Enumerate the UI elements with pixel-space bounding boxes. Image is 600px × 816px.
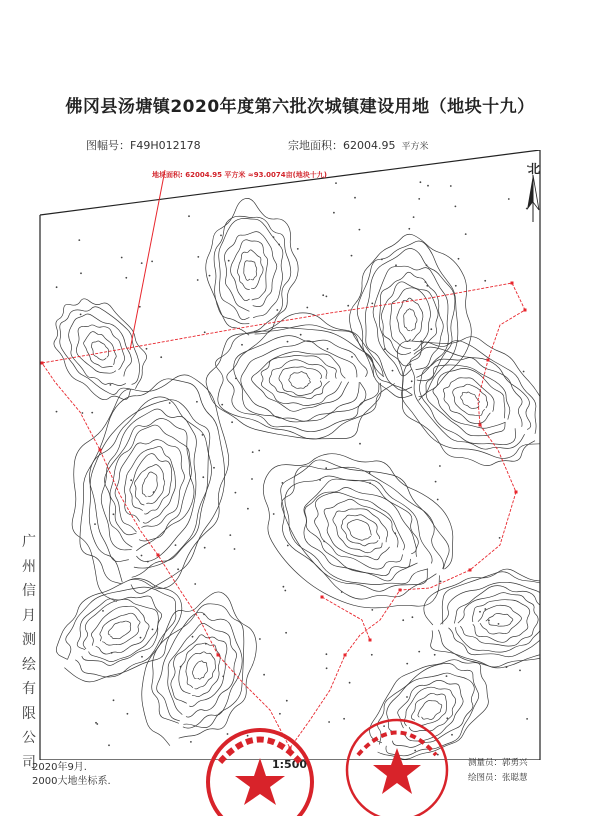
boundary-vertex — [99, 449, 102, 452]
boundary-vertex — [487, 359, 490, 362]
elevation-point — [278, 244, 280, 246]
contour-line — [424, 569, 578, 668]
elevation-point — [488, 620, 490, 622]
elevation-point — [263, 674, 265, 676]
contour-line — [215, 325, 394, 439]
elevation-points — [56, 165, 529, 755]
elevation-point — [204, 547, 206, 549]
elevation-point — [411, 380, 413, 382]
elevation-point — [506, 666, 508, 668]
contour-line — [142, 472, 157, 497]
elevation-point — [455, 285, 457, 287]
elevation-point — [437, 499, 439, 501]
elevation-point — [80, 314, 82, 316]
elevation-point — [285, 632, 287, 634]
contour-line — [244, 261, 257, 281]
contour-line — [234, 336, 368, 422]
elevation-point — [395, 264, 397, 266]
elevation-point — [300, 334, 302, 336]
elevation-point — [354, 197, 356, 199]
contour-line — [315, 492, 405, 569]
contour-line — [404, 309, 417, 331]
contour-line — [80, 379, 225, 594]
north-arrow-icon — [527, 175, 539, 222]
elevation-point — [412, 616, 414, 618]
company-vertical-text — [16, 530, 42, 775]
elevation-point — [139, 306, 141, 308]
contour-line — [289, 372, 311, 389]
elevation-point — [418, 651, 420, 653]
elevation-point — [203, 614, 205, 616]
elevation-point — [221, 404, 223, 406]
elevation-point — [369, 472, 371, 474]
elevation-point — [153, 491, 155, 493]
elevation-point — [231, 421, 233, 423]
parcel-inner-boundary — [322, 597, 370, 640]
elevation-point — [408, 228, 410, 230]
elevation-point — [113, 699, 115, 701]
contour-line — [60, 307, 140, 395]
elevation-point — [328, 721, 330, 723]
elevation-point — [235, 492, 237, 494]
contour-line — [231, 240, 268, 301]
elevation-point — [435, 481, 437, 483]
elevation-point — [234, 548, 236, 550]
company-char: 信 — [22, 583, 36, 599]
contour-line — [453, 384, 488, 416]
elevation-point — [359, 443, 361, 445]
elevation-point — [169, 402, 171, 404]
elevation-point — [252, 451, 254, 453]
elevation-point — [91, 412, 93, 414]
elevation-point — [418, 198, 420, 200]
annotation-leader-line — [130, 170, 165, 350]
parcel-area-annotation: 地块面积: 62004.95 平方米 ≈93.0074亩(地块十九) — [152, 171, 328, 179]
company-char: 州 — [22, 558, 36, 575]
elevation-point — [194, 583, 196, 585]
elevation-point — [523, 371, 525, 373]
elevation-point — [110, 384, 112, 386]
contour-line — [379, 272, 443, 369]
contour-line — [224, 232, 276, 312]
elevation-point — [287, 545, 289, 547]
contour-line — [91, 341, 108, 360]
boundary-vertex — [511, 282, 514, 285]
elevation-point — [141, 656, 143, 658]
elevation-point — [111, 652, 113, 654]
elevation-point — [425, 281, 427, 283]
contour-line — [130, 454, 172, 514]
elevation-point — [273, 236, 275, 238]
contour-line — [77, 596, 161, 665]
elevation-point — [146, 348, 148, 350]
contour-line — [261, 355, 341, 405]
boundary-vertex — [157, 554, 160, 557]
company-char: 公 — [22, 730, 36, 746]
elevation-point — [526, 718, 528, 720]
elevation-point — [326, 667, 328, 669]
north-label: 北 — [528, 162, 541, 176]
contour-line — [91, 606, 149, 654]
company-char: 司 — [22, 754, 36, 771]
elevation-point — [213, 467, 215, 469]
elevation-point — [351, 255, 353, 257]
contour-line — [269, 360, 329, 399]
parcel-boundary — [42, 283, 525, 748]
contour-line — [84, 332, 117, 368]
contour-line — [157, 612, 243, 728]
elevation-point — [222, 676, 224, 678]
elevation-point — [279, 713, 281, 715]
elevation-point — [125, 277, 127, 279]
elevation-point — [434, 654, 436, 656]
elevation-point — [258, 450, 260, 452]
coordinate-system: 2000大地坐标系. — [32, 776, 111, 787]
elevation-point — [359, 229, 361, 231]
elevation-point — [446, 675, 448, 677]
elevation-point — [335, 182, 337, 184]
elevation-point — [427, 185, 429, 187]
elevation-point — [347, 305, 349, 307]
boundary-vertex — [41, 362, 44, 365]
contour-line — [108, 621, 130, 639]
elevation-point — [259, 638, 261, 640]
contour-line — [350, 234, 472, 400]
elevation-point — [141, 262, 143, 264]
elevation-point — [484, 280, 486, 282]
elevation-point — [287, 341, 289, 343]
parcel-area-unit: 平方米 — [401, 142, 429, 152]
elevation-point — [276, 309, 278, 311]
elevation-point — [384, 348, 386, 350]
elevation-point — [341, 591, 343, 593]
boundary-vertex — [399, 589, 402, 592]
elevation-point — [498, 623, 500, 625]
boundary-vertex — [515, 491, 518, 494]
contour-line — [333, 509, 388, 553]
elevation-point — [499, 537, 501, 539]
elevation-point — [508, 198, 510, 200]
elevation-point — [141, 555, 143, 557]
elevation-point — [205, 643, 207, 645]
contour-line — [168, 623, 237, 717]
elevation-point — [82, 412, 84, 414]
company-char: 限 — [22, 705, 36, 722]
elevation-point — [160, 356, 162, 358]
contour-line — [478, 605, 521, 634]
contour-line — [54, 299, 147, 400]
contour-line — [458, 593, 538, 646]
contour-line — [135, 465, 165, 505]
elevation-point — [371, 654, 373, 656]
contour-line — [241, 341, 359, 421]
elevation-point — [78, 239, 80, 241]
elevation-point — [371, 303, 373, 305]
boundary-vertex — [524, 309, 527, 312]
elevation-point — [426, 285, 428, 287]
topographic-map — [0, 150, 600, 760]
contour-line — [486, 614, 513, 627]
left-stamp — [200, 722, 320, 816]
contour-line — [347, 520, 371, 541]
elevation-point — [251, 478, 253, 480]
contour-line — [473, 600, 530, 643]
contour-line — [76, 325, 124, 373]
elevation-point — [204, 331, 206, 333]
elevation-point — [333, 212, 335, 214]
elevation-point — [190, 741, 192, 743]
elevation-point — [220, 235, 222, 237]
elevation-point — [228, 260, 230, 262]
elevation-point — [188, 215, 190, 217]
elevation-point — [283, 586, 285, 588]
elevation-point — [130, 479, 132, 481]
elevation-point — [177, 568, 179, 570]
elevation-point — [484, 608, 486, 610]
boundary-vertex — [369, 639, 372, 642]
company-char: 有 — [22, 681, 36, 697]
elevation-point — [465, 233, 467, 235]
elevation-point — [420, 181, 422, 183]
elevation-point — [147, 561, 149, 563]
elevation-point — [196, 401, 198, 403]
elevation-point — [197, 256, 199, 258]
elevation-point — [371, 609, 373, 611]
contour-line — [186, 652, 216, 689]
boundary-vertex — [479, 424, 482, 427]
elevation-point — [127, 713, 129, 715]
contour-line — [341, 515, 379, 546]
elevation-point — [80, 272, 82, 274]
contour-line — [237, 250, 263, 290]
contour-line — [397, 298, 423, 341]
elevation-point — [229, 534, 231, 536]
elevation-point — [406, 663, 408, 665]
elevation-point — [152, 629, 154, 631]
contour-line — [192, 661, 207, 679]
contour-line — [279, 367, 322, 396]
drafter: 绘图员：张聪慧 — [468, 773, 528, 783]
elevation-point — [192, 636, 194, 638]
survey-date: 2020年9月. — [32, 762, 87, 773]
elevation-point — [381, 259, 383, 261]
company-char: 绘 — [22, 656, 36, 673]
elevation-point — [319, 479, 321, 481]
map-scale: 1:500 — [272, 758, 308, 771]
elevation-point — [326, 653, 328, 655]
elevation-point — [197, 279, 199, 281]
elevation-point — [95, 722, 97, 724]
contour-line — [402, 341, 540, 459]
elevation-point — [282, 482, 284, 484]
elevation-point — [349, 682, 351, 684]
elevation-point — [121, 257, 123, 259]
elevation-point — [392, 370, 394, 372]
elevation-point — [140, 637, 142, 639]
elevation-point — [450, 185, 452, 187]
elevation-point — [202, 476, 204, 478]
right-stamp — [338, 710, 456, 816]
elevation-point — [369, 482, 371, 484]
company-char: 广 — [22, 534, 36, 550]
elevation-point — [323, 541, 325, 543]
company-char: 测 — [22, 632, 36, 648]
contour-line — [152, 604, 244, 728]
contour-line — [179, 643, 220, 697]
elevation-point — [151, 261, 153, 263]
elevation-point — [273, 513, 275, 515]
contour-line — [281, 460, 449, 599]
elevation-point — [455, 206, 457, 208]
elevation-point — [286, 700, 288, 702]
elevation-point — [326, 296, 328, 298]
elevation-point — [327, 348, 329, 350]
boundary-vertex — [469, 569, 472, 572]
elevation-point — [247, 508, 249, 510]
contour-line — [227, 327, 379, 431]
contour-line — [263, 454, 453, 608]
contour-lines — [54, 198, 578, 759]
elevation-point — [351, 356, 353, 358]
elevation-point — [306, 307, 308, 309]
parcel-area-value: 宗地面积：62004.95 — [288, 139, 396, 152]
elevation-point — [235, 378, 237, 380]
contour-line — [461, 392, 480, 408]
elevation-point — [202, 434, 204, 436]
boundary-vertex — [217, 654, 220, 657]
surveyor: 测量员：郭勇兴 — [468, 758, 528, 768]
elevation-point — [113, 513, 115, 515]
elevation-point — [175, 544, 177, 546]
elevation-point — [322, 294, 324, 296]
contour-line — [397, 337, 551, 466]
boundary-vertex — [321, 596, 324, 599]
elevation-point — [108, 744, 110, 746]
map-sheet-number: 图幅号：F49H012178 — [86, 139, 201, 152]
elevation-point — [325, 467, 327, 469]
elevation-point — [440, 581, 442, 583]
elevation-point — [94, 523, 96, 525]
company-char: 月 — [22, 607, 36, 624]
elevation-point — [56, 411, 58, 413]
contour-line — [100, 613, 140, 645]
elevation-point — [413, 216, 415, 218]
elevation-point — [458, 258, 460, 260]
elevation-point — [102, 610, 104, 612]
boundary-vertex — [344, 654, 347, 657]
elevation-point — [420, 340, 422, 342]
elevation-point — [297, 248, 299, 250]
contour-line — [72, 375, 229, 602]
elevation-point — [479, 611, 481, 613]
elevation-point — [430, 328, 432, 330]
contour-line — [66, 587, 176, 677]
elevation-point — [180, 666, 182, 668]
elevation-point — [439, 465, 441, 467]
page-title: 佛冈县汤塘镇2020年度第六批次城镇建设用地（地块十九） — [65, 97, 535, 117]
elevation-point — [56, 286, 58, 288]
elevation-point — [284, 590, 286, 592]
elevation-point — [209, 275, 211, 277]
elevation-point — [394, 532, 396, 534]
boundary-vertices — [41, 282, 527, 750]
elevation-point — [426, 264, 428, 266]
elevation-point — [241, 344, 243, 346]
elevation-point — [519, 670, 521, 672]
elevation-point — [406, 696, 408, 698]
elevation-point — [402, 619, 404, 621]
